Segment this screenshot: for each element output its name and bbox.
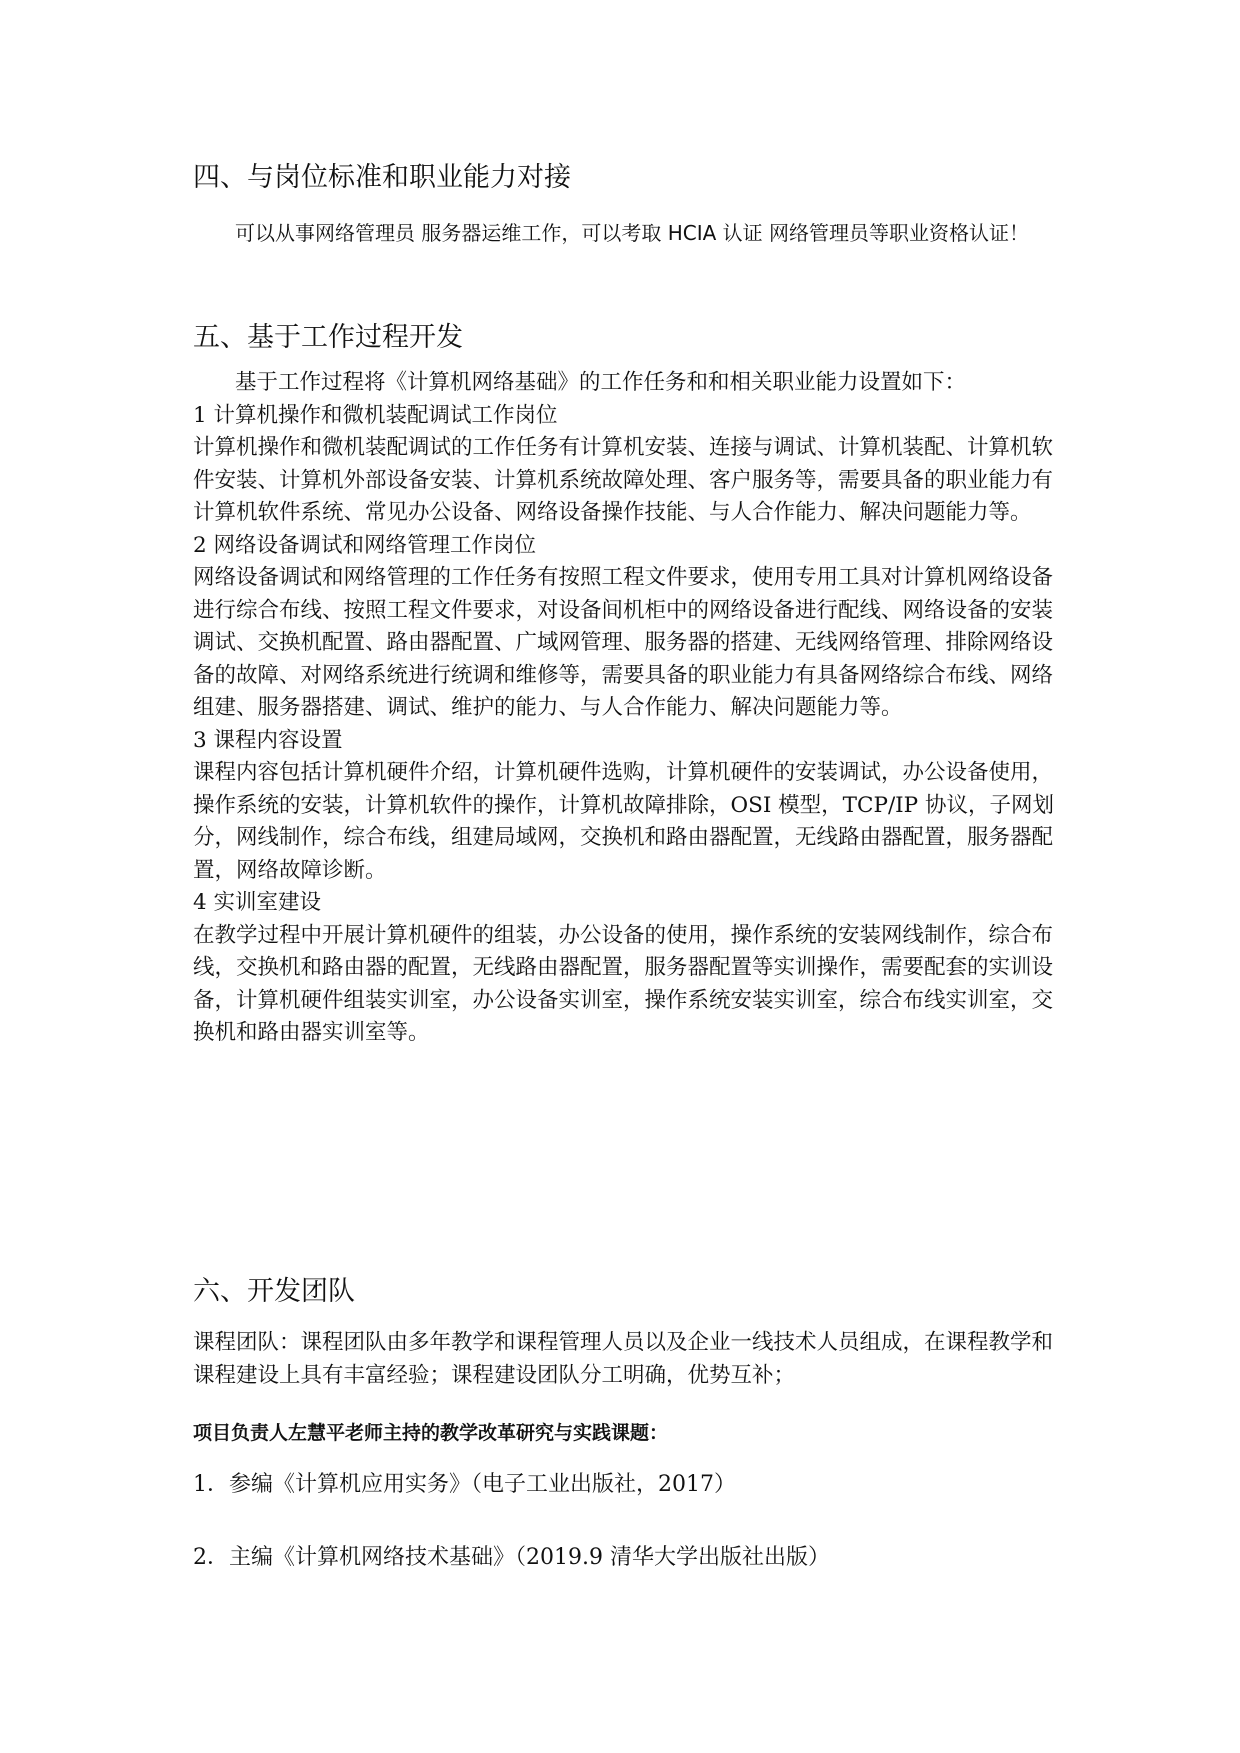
subsection-1-title: 1 计算机操作和微机装配调试工作岗位 <box>193 402 558 428</box>
section-5-intro: 基于工作过程将《计算机网络基础》的工作任务和和相关职业能力设置如下： <box>235 370 967 395</box>
subsection-1-body: 计算机操作和微机装配调试的工作任务有计算机安装、连接与调试、计算机装配、计算机软件安装、计算机外部设备安装、计算机系统故障处理、客户服务等，需要具备的职业能力有计算机软件系统、常见办公设备、网络设备操作技能、与人合作能力、解决问题能力等。 <box>193 435 1054 525</box>
project-leader-heading: 项目负责人左慧平老师主持的教学改革研究与实践课题： <box>193 1422 669 1444</box>
section-6-heading: 六、开发团队 <box>193 1276 355 1307</box>
section-5-content <box>193 367 1061 1050</box>
section-4-body: 可以从事网络管理员 服务器运维工作，可以考取 HCIA 认证 网络管理员等职业资格认证！ <box>235 221 1030 245</box>
subsection-4-body: 在教学过程中开展计算机硬件的组装，办公设备的使用，操作系统的安装网线制作，综合布线，交换机和路由器的配置，无线路由器配置，服务器配置等实训操作，需要配套的实训设备，计算机硬件组装实训室，办公设备实训室，操作系统安装实训室，综合布线实训室，交换机和路由器实训室等。 <box>193 922 1054 1045</box>
section-4-heading: 四、与岗位标准和职业能力对接 <box>193 162 571 193</box>
subsection-4-title: 4 实训室建设 <box>193 890 322 915</box>
subsection-3-title: 3 课程内容设置 <box>193 727 343 753</box>
subsection-3-body: 课程内容包括计算机硬件介绍，计算机硬件选购，计算机硬件的安装调试，办公设备使用，操作系统的安装，计算机软件的操作，计算机故障排除，OSI 模型，TCP/IP 协议，子网划分，网线制作，综合布线，组建局域网，交换机和路由器配置，无线路由器配置，服务器配置，网络故障诊断。 <box>193 760 1054 883</box>
publication-item-1: 1．参编《计算机应用实务》（电子工业出版社，2017） <box>193 1472 736 1497</box>
section-6-body: 课程团队：课程团队由多年教学和课程管理人员以及企业一线技术人员组成，在课程教学和课程建设上具有丰富经验；课程建设团队分工明确，优势互补； <box>193 1330 1054 1388</box>
subsection-2-title: 2 网络设备调试和网络管理工作岗位 <box>193 532 537 558</box>
subsection-2-body: 网络设备调试和网络管理的工作任务有按照工程文件要求，使用专用工具对计算机网络设备进行综合布线、按照工程文件要求，对设备间机柜中的网络设备进行配线、网络设备的安装调试、交换机配置、路由器配置、广域网管理、服务器的搭建、无线网络管理、排除网络设备的故障、对网络系统进行统调和维修等，需要具备的职业能力有具备网络综合布线、网络组建、服务器搭建、调试、维护的能力、与人合作能力、解决问题能力等。 <box>193 565 1054 720</box>
section-5-heading: 五、基于工作过程开发 <box>193 322 463 353</box>
publication-item-2: 2．主编《计算机网络技术基础》（2019.9 清华大学出版社出版） <box>193 1545 830 1570</box>
